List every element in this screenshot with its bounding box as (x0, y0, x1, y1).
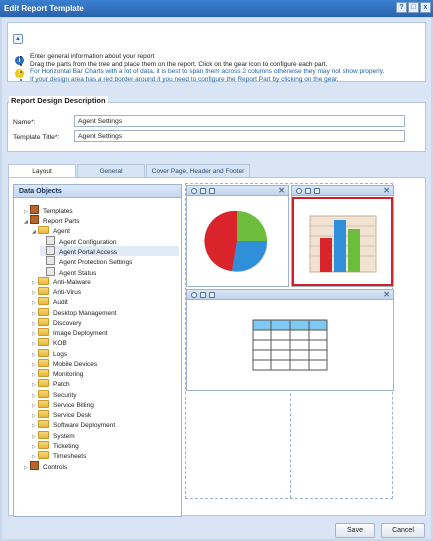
expand-icon[interactable]: ▷ (32, 290, 36, 296)
tree-node[interactable] (32, 451, 179, 461)
tree-node[interactable] (32, 328, 179, 338)
collapse-icon[interactable]: ◢ (32, 228, 36, 235)
tree-node[interactable] (24, 461, 179, 471)
tree-node-label: Audit (53, 299, 68, 307)
folder-icon (38, 410, 49, 418)
tree-node[interactable] (40, 236, 179, 246)
tree-node[interactable] (40, 246, 179, 256)
tree-node-label: Templates (43, 208, 73, 215)
expand-icon[interactable]: ▷ (32, 423, 36, 430)
tree-node[interactable] (32, 359, 179, 369)
tree-node-label: Agent Portal Access (59, 249, 118, 256)
category-icon (30, 215, 39, 224)
remove-part-icon[interactable]: ✕ (278, 186, 285, 195)
folder-icon (38, 441, 49, 449)
tree-node[interactable] (32, 431, 179, 441)
table-icon (187, 300, 393, 390)
tree-node-label: System (53, 432, 75, 440)
tree-node-label: Timesheets (53, 453, 87, 460)
gear-icon[interactable] (191, 188, 197, 194)
folder-icon (38, 400, 49, 408)
report-part-icon (46, 236, 55, 245)
folder-icon (38, 226, 49, 234)
tab-general[interactable]: General (77, 164, 145, 178)
report-part-icon (46, 246, 55, 255)
design-description-panel (7, 102, 426, 152)
folder-icon (38, 318, 49, 326)
tree-node-label: Agent Protection Settings (59, 259, 133, 267)
tree-node-label: Controls (43, 464, 68, 472)
info-bullet: • Drag the parts from the tree and place them on the report. Click on the gear icon to configure each part. (30, 61, 384, 69)
window-controls (396, 2, 431, 13)
info-list (30, 53, 384, 84)
warning-icon: ! (15, 69, 24, 78)
tab-layout[interactable]: Layout (8, 164, 76, 178)
folder-icon (38, 338, 49, 346)
expand-icon[interactable]: ▷ (32, 279, 36, 286)
expand-icon[interactable]: ▷ (32, 351, 36, 358)
tree-node-label: Mobile Devices (53, 360, 98, 368)
part-header (187, 186, 288, 196)
config-needed-border (292, 197, 393, 286)
expand-icon[interactable]: ▷ (32, 341, 36, 348)
tree-node[interactable] (32, 287, 179, 297)
help-button[interactable]: ? (396, 2, 407, 13)
data-objects-tree (13, 184, 182, 517)
tree-node-label: Security (53, 391, 77, 399)
tree-node[interactable] (32, 441, 179, 451)
folder-icon (38, 390, 49, 398)
column-divider (290, 388, 291, 498)
copy-icon[interactable] (314, 188, 320, 194)
tree-node-label: Anti-Virus (53, 289, 82, 296)
tree-node-label: Discovery (53, 319, 82, 327)
tree-node-label: Logs (53, 350, 68, 358)
name-label: Name*: (13, 119, 36, 126)
tree-node[interactable] (32, 318, 179, 328)
remove-part-icon[interactable]: ✕ (383, 290, 390, 299)
folder-icon (38, 328, 49, 336)
tree-node-label: KOB (53, 340, 67, 348)
resize-icon[interactable] (200, 292, 206, 298)
maximize-button[interactable]: □ (408, 2, 419, 13)
info-panel (7, 22, 426, 82)
part-header (187, 290, 393, 300)
tree-node-label: Service Desk (53, 412, 92, 419)
name-field[interactable]: Agent Settings (74, 115, 405, 127)
tree-node-label: Image Deployment (53, 330, 108, 337)
info-bullet: • If your design area has a red border around it you need to configure the Report Part by clicking on the gear. (30, 76, 384, 84)
expand-icon[interactable]: ▷ (32, 372, 36, 378)
tree-node[interactable] (40, 267, 179, 277)
expand-icon[interactable]: ▷ (24, 465, 28, 472)
info-bullet: • Enter general information about your report (30, 53, 384, 61)
copy-icon[interactable] (209, 188, 215, 194)
table-part[interactable] (186, 289, 394, 391)
expand-icon[interactable]: ▷ (32, 331, 36, 337)
expand-icon[interactable]: ▷ (32, 361, 36, 368)
report-part-icon (46, 267, 55, 276)
expand-icon[interactable]: ▷ (32, 310, 36, 317)
expand-icon[interactable]: ▷ (32, 402, 36, 409)
close-button[interactable]: x (420, 2, 431, 13)
pie-chart-part[interactable] (186, 185, 289, 287)
folder-icon (38, 349, 49, 357)
tree-node-label: Anti-Malware (53, 278, 91, 286)
expand-icon[interactable]: ▷ (32, 454, 36, 460)
folder-icon (38, 420, 49, 428)
folder-icon (38, 369, 49, 377)
window-title: Edit Report Template (4, 4, 84, 13)
resize-icon[interactable] (200, 188, 206, 194)
tree-header: Data Objects (14, 185, 181, 198)
gear-icon[interactable] (191, 292, 197, 298)
pie-chart-icon (187, 196, 288, 286)
tree-node[interactable] (32, 277, 179, 287)
folder-icon (38, 287, 49, 295)
tree-node[interactable] (32, 390, 179, 400)
report-part-icon (46, 256, 55, 265)
folder-icon (38, 308, 49, 316)
tree-node[interactable] (24, 205, 179, 215)
tree-node[interactable] (32, 226, 179, 236)
tree-node[interactable] (32, 349, 179, 359)
remove-part-icon[interactable]: ✕ (383, 186, 390, 195)
info-icon: i (15, 56, 24, 65)
tree-node[interactable] (32, 308, 179, 318)
expand-icon[interactable]: ▷ (32, 300, 36, 307)
tree-node-label: Software Deployment (53, 422, 116, 430)
design-section-title: Report Design Description (11, 96, 106, 105)
expand-icon[interactable]: ▷ (32, 392, 36, 399)
template-title-field[interactable]: Agent Settings (74, 130, 405, 142)
tree-node-label: Monitoring (53, 371, 84, 378)
tree-node[interactable] (32, 369, 179, 379)
gear-icon[interactable] (296, 188, 302, 194)
tree-node-label: Patch (53, 381, 70, 389)
category-icon (30, 205, 39, 214)
expand-icon[interactable]: ▷ (32, 320, 36, 327)
resize-icon[interactable] (305, 188, 311, 194)
expand-icon[interactable]: ▷ (32, 413, 36, 419)
collapse-icon[interactable]: ◢ (24, 219, 28, 226)
tree-node[interactable] (32, 420, 179, 430)
tree-node-label: Report Parts (43, 218, 80, 226)
folder-icon (38, 359, 49, 367)
cancel-button[interactable]: Cancel (381, 523, 425, 538)
tree-node[interactable] (24, 215, 179, 225)
tab-bar (8, 164, 251, 178)
folder-icon (38, 379, 49, 387)
expand-icon[interactable]: ▷ (32, 382, 36, 389)
tree-node[interactable] (32, 297, 179, 307)
tree-node-label: Ticketing (53, 442, 79, 450)
folder-icon (38, 431, 49, 439)
bar-chart-part[interactable] (291, 185, 394, 287)
expand-icon[interactable]: ▷ (32, 433, 36, 440)
tree-node[interactable] (32, 379, 179, 389)
folder-icon (38, 451, 49, 459)
tree-node-label: Desktop Management (53, 309, 117, 317)
tree-node[interactable] (32, 400, 179, 410)
tree-node-label: Agent Status (59, 269, 97, 277)
folder-icon (38, 277, 49, 285)
expand-icon[interactable]: ▷ (32, 443, 36, 450)
tab-cover-page[interactable]: Cover Page, Header and Footer (146, 164, 250, 178)
folder-icon (38, 297, 49, 305)
tree-node[interactable] (32, 410, 179, 420)
tree-node-label: Service Billing (53, 401, 94, 409)
expand-icon[interactable]: ▷ (24, 209, 28, 215)
info-bullet: • For Horizontal Bar Charts with a lot of data, it is best to span them across 2 columns otherwise they may not show properly. (30, 68, 384, 76)
tree-node-label: Agent (53, 227, 70, 235)
tree-node[interactable] (40, 256, 179, 266)
window-titlebar (0, 0, 433, 17)
save-button[interactable]: Save (335, 523, 375, 538)
category-icon (30, 461, 39, 470)
template-title-label: Template Title*: (13, 134, 60, 141)
tree-node-label: Agent Configuration (59, 238, 117, 246)
collapse-up-icon[interactable]: ▲ (13, 34, 23, 44)
copy-icon[interactable] (209, 292, 215, 298)
part-header (292, 186, 393, 196)
tree-node[interactable] (32, 338, 179, 348)
